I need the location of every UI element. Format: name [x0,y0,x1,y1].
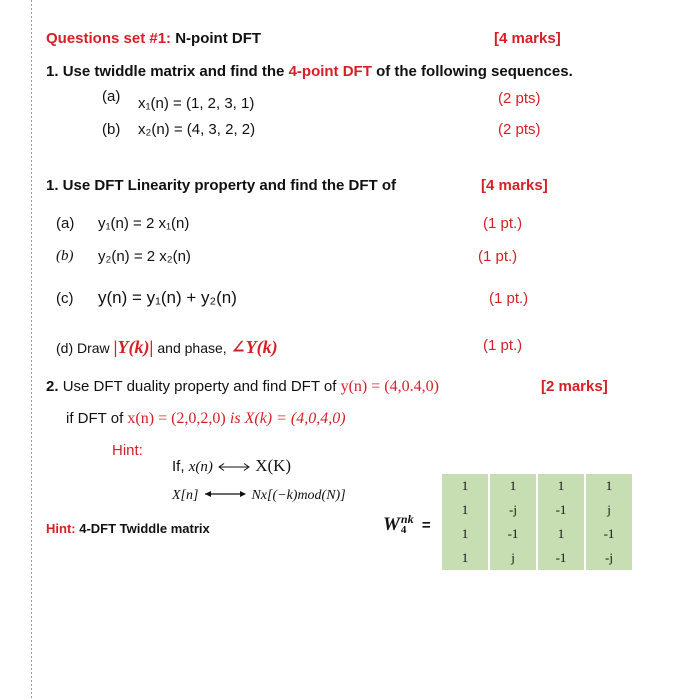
q2d-mid: and phase, [157,340,227,356]
twiddle-hint: Hint: 4-DFT Twiddle matrix [46,521,210,536]
q2c-points: (1 pt.) [489,290,529,307]
matrix-cell: 1 [605,478,613,493]
twiddle-equals: = [421,517,431,534]
q2d-magnitude: |Y(k)| [113,337,154,357]
q2c-expr: y(n) = y₁(n) + y₂(n) [98,288,237,307]
matrix-cell: j [489,546,537,570]
twiddle-symbol [383,514,431,536]
hint-line1 [172,456,291,476]
twiddle-w-sup: nk [400,512,414,526]
long-arrow-icon [202,488,248,504]
hint-line2 [172,488,346,504]
q1a-expr: x₁(n) = (1, 2, 3, 1) [138,95,255,112]
q1-heading [46,63,573,80]
matrix-cell: -j [605,550,613,565]
matrix-cell: 1 [537,522,585,546]
q2b-label: (b) [56,248,74,264]
hint-duality-rhs: Nx[(−k)mod(N)] [251,488,346,504]
matrix-cell: 1 [537,474,585,498]
q3-line2 [66,410,346,428]
matrix-cell: -1 [537,498,585,522]
matrix-cell: -1 [603,526,615,541]
matrix-cell: 1 [442,498,489,522]
twiddle-w-sub: 4 [400,524,407,536]
hint-X-K: X(K) [255,456,292,475]
matrix-cell: 1 [489,474,537,498]
q3-is-expr: is X(k) = (4,0,4,0) [229,410,346,427]
q1a-points: (2 pts) [498,90,541,107]
q1-number: 1. [46,63,59,80]
q2d-line [56,337,278,358]
q3-pre: Use DFT duality property and find DFT of [62,378,337,395]
q2b-points: (1 pt.) [478,248,518,265]
q2a-label: (a) [56,215,75,232]
hint-if: If, [172,458,185,475]
q1b-expr: x₂(n) = (4, 3, 2, 2) [138,121,256,138]
matrix-cell: j [607,502,611,517]
q2d-points: (1 pt.) [483,337,523,354]
set-topic: N-point DFT [175,30,262,47]
hint-X-n: X[n] [172,488,199,504]
q3-y-expr: y(n) = (4,0.4,0) [340,378,439,395]
q3-number: 2. [46,378,59,395]
twiddle-matrix [442,474,632,570]
q2c-label: (c) [56,290,74,307]
matrix-cell: -1 [537,546,585,570]
q1b-points: (2 pts) [498,121,541,138]
double-arrow-icon [217,459,251,476]
page-border [31,0,32,700]
q2a-points: (1 pt.) [483,215,523,232]
matrix-cell: -j [489,498,537,522]
matrix-cell: 1 [442,546,489,570]
matrix-cell: 1 [442,522,489,546]
q2a-expr: y₁(n) = 2 x₁(n) [98,215,190,232]
q1-highlight: 4-point DFT [288,63,372,80]
matrix-cell: -1 [489,522,537,546]
hint-x-n: x(n) [188,459,213,475]
set-title: Questions set #1: [46,30,172,47]
set-header [46,30,261,47]
q2d-phase: ∠Y(k) [230,337,278,357]
q1a-label: (a) [102,88,121,105]
hint-label: Hint: [112,442,143,459]
q2-heading: 1. Use DFT Linearity property and find the DFT of [46,177,397,194]
q2d-label: (d) Draw [56,340,110,356]
q1-post: of the following sequences. [376,63,573,80]
matrix-row [442,474,632,498]
twiddle-w: W [383,514,400,535]
q3-x-expr: x(n) = (2,0,2,0) [127,410,226,427]
matrix-row [442,546,632,570]
matrix-row [442,498,632,522]
matrix-cell: 1 [442,474,489,498]
set-marks: [4 marks] [494,30,561,47]
q2-marks: [4 marks] [481,177,548,194]
q1b-label: (b) [102,121,121,138]
twiddle-hint-rest: 4-DFT Twiddle matrix [75,521,210,536]
q1-pre: Use twiddle matrix and find the [62,63,285,80]
q3-if: if DFT of [66,410,124,427]
q3-heading [46,378,439,396]
q3-marks: [2 marks] [541,378,608,395]
matrix-row [442,522,632,546]
q2b-expr: y₂(n) = 2 x₂(n) [98,248,191,265]
